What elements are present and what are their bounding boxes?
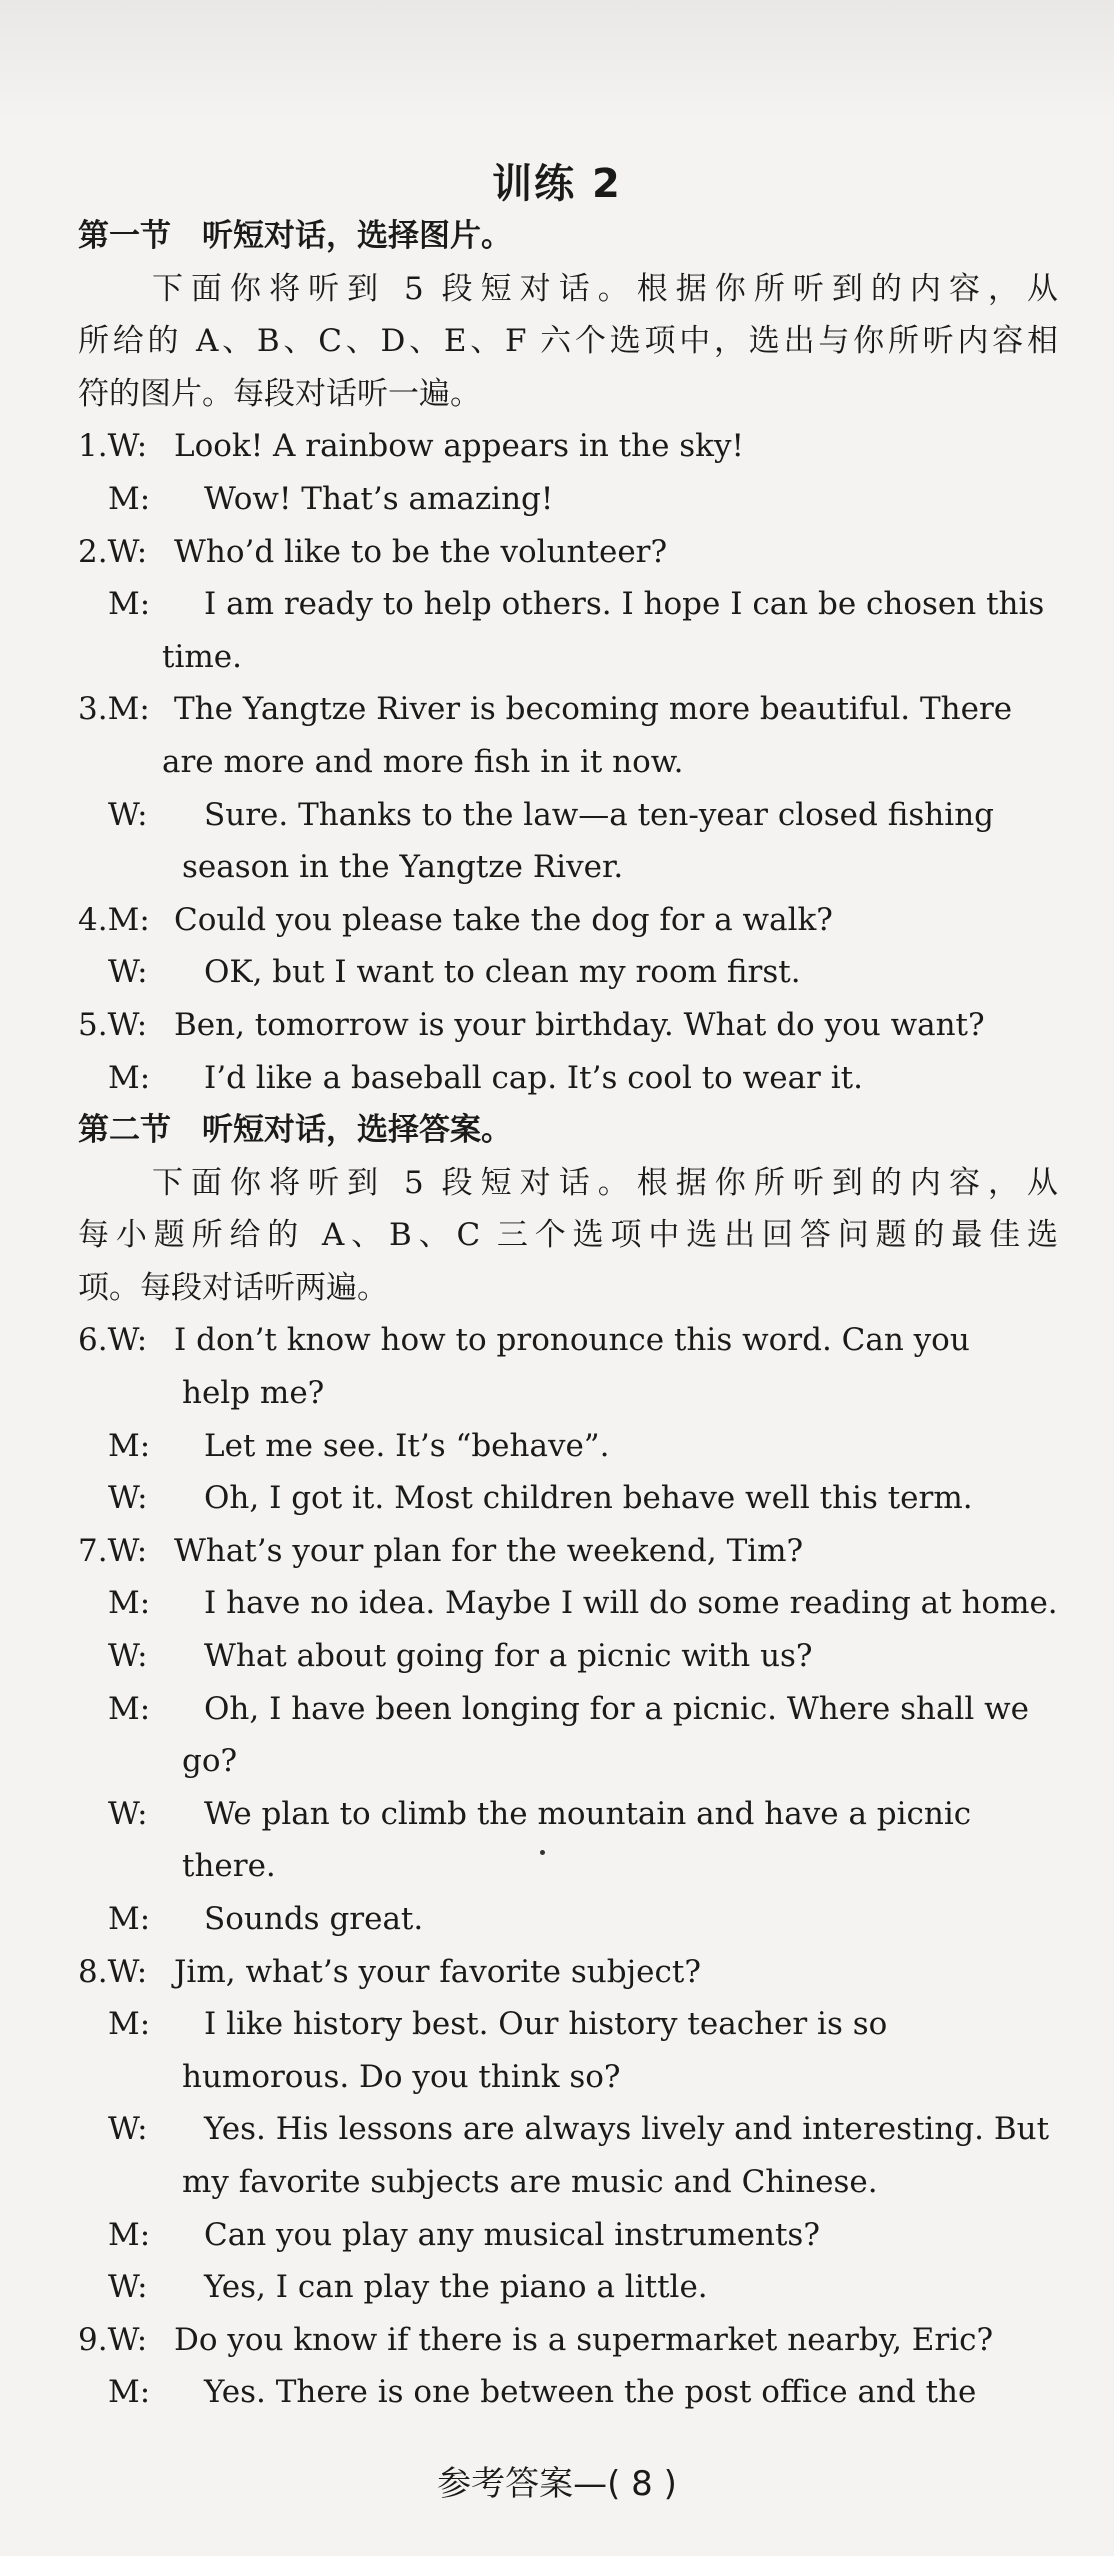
utterance: Who’d like to be the volunteer? — [174, 533, 668, 570]
speaker-label: 8.W: — [78, 1953, 148, 1990]
utterance: Ben, tomorrow is your birthday. What do you want? — [174, 1006, 985, 1043]
utterance-continuation: are more and more fish in it now. — [162, 743, 684, 780]
section-2-instruction-line: 项。每段对话听两遍。 — [78, 1269, 388, 1306]
speaker-label: M: — [108, 2006, 151, 2043]
utterance: Do you know if there is a supermarket nearby, Eric? — [174, 2321, 994, 2358]
scan-shadow — [0, 0, 1114, 120]
dialogue-line — [78, 683, 1058, 736]
speaker-label: M: — [108, 1690, 151, 1727]
speaker-label: M: — [108, 480, 151, 517]
speaker-label: 2.W: — [78, 533, 148, 570]
speaker-label: M: — [108, 1901, 151, 1937]
section-1-instruction-line: 所给的 A、B、C、D、E、F 六个选项中，选出与你所听内容相 — [78, 323, 1058, 360]
speaker-label: M: — [108, 1427, 151, 1464]
speaker-label: M: — [108, 2216, 151, 2253]
utterance: Yes. His lessons are always lively and interesting. But — [204, 2111, 1050, 2148]
speaker-label: W: — [108, 1480, 148, 1517]
utterance: Let me see. It’s “behave”. — [204, 1427, 610, 1464]
speaker-label: M: — [108, 2374, 151, 2411]
utterance: Yes. There is one between the post office and the — [204, 2374, 977, 2411]
utterance: Sure. Thanks to the law—a ten-year closed fishing — [204, 796, 995, 833]
speaker-label: 9.W: — [78, 2321, 148, 2358]
dialogue-line — [78, 2261, 1058, 2314]
speaker-label: W: — [108, 1638, 148, 1675]
utterance: I’d like a baseball cap. It’s cool to wear it. — [204, 1059, 863, 1096]
speaker-label: W: — [108, 2111, 148, 2148]
utterance: Jim, what’s your favorite subject? — [174, 1953, 701, 1990]
speaker-label: W: — [108, 1795, 148, 1832]
utterance: Sounds great. — [204, 1901, 424, 1937]
utterance: Could you please take the dog for a walk? — [174, 901, 833, 938]
section-1-heading: 第一节 听短对话，选择图片。 — [78, 218, 512, 254]
speaker-label: M: — [108, 1059, 151, 1096]
dialogue-line — [78, 1630, 1058, 1683]
ink-speck — [540, 1850, 545, 1855]
page-footer: 参考答案—( 8 ) — [437, 2464, 677, 2504]
dialogue-line — [78, 894, 1058, 947]
dialogue-line — [78, 789, 1058, 842]
utterance: The Yangtze River is becoming more beautiful. There — [174, 691, 1013, 728]
utterance-continuation: time. — [162, 638, 242, 675]
section-2-instruction-line: 每小题所给的 A、B、C 三个选项中选出回答问题的最佳选 — [78, 1217, 1058, 1254]
speaker-label: M: — [108, 1585, 151, 1622]
utterance: OK, but I want to clean my room first. — [204, 954, 801, 991]
dialogue-line — [78, 1683, 1058, 1736]
speaker-label: W: — [108, 796, 148, 833]
utterance: I am ready to help others. I hope I can be chosen this — [204, 586, 1045, 623]
section-2-heading: 第二节 听短对话，选择答案。 — [78, 1112, 512, 1149]
utterance: Wow! That’s amazing! — [204, 480, 554, 517]
utterance: Can you play any musical instruments? — [204, 2216, 820, 2253]
utterance: Oh, I have been longing for a picnic. Where shall we — [204, 1690, 1029, 1727]
speaker-label: M: — [108, 586, 151, 623]
dialogue-line — [78, 1893, 1058, 1946]
utterance-continuation: help me? — [182, 1375, 325, 1412]
utterance-continuation: season in the Yangtze River. — [182, 849, 624, 886]
dialogue-line — [78, 2103, 1058, 2156]
utterance: Yes, I can play the piano a little. — [204, 2269, 708, 2306]
utterance-continuation: there. — [182, 1848, 276, 1885]
dialogue-line — [78, 946, 1058, 999]
speaker-label: W: — [108, 2269, 148, 2306]
utterance: I have no idea. Maybe I will do some reading at home. — [204, 1585, 1058, 1622]
dialogue-line — [78, 2209, 1058, 2262]
utterance-continuation: humorous. Do you think so? — [182, 2058, 621, 2095]
dialogue-line — [78, 1420, 1058, 1473]
utterance: I like history best. Our history teacher is so — [204, 2006, 888, 2043]
dialogue-line — [78, 1788, 1058, 1841]
dialogue-line — [78, 1946, 1058, 1999]
speaker-label: 7.W: — [78, 1532, 148, 1569]
dialogue-line — [78, 1525, 1058, 1578]
speaker-label: 5.W: — [78, 1006, 148, 1043]
dialogue-line — [78, 420, 1058, 473]
section-1-instruction-line: 符的图片。每段对话听一遍。 — [78, 375, 481, 412]
speaker-label: 1.W: — [78, 428, 148, 465]
dialogue-line — [78, 1577, 1058, 1630]
dialogue-line — [78, 578, 1058, 631]
utterance: Oh, I got it. Most children behave well this term. — [204, 1480, 973, 1517]
dialogue-line — [78, 1314, 1058, 1367]
utterance: We plan to climb the mountain and have a picnic — [204, 1795, 972, 1832]
speaker-label: 3.M: — [78, 691, 150, 728]
dialogue-line — [78, 999, 1058, 1052]
dialogue-line — [78, 526, 1058, 579]
speaker-label: W: — [108, 954, 148, 991]
utterance: I don’t know how to pronounce this word. Can you — [174, 1322, 970, 1359]
dialogue-line — [78, 2366, 1058, 2419]
dialogue-line — [78, 2314, 1058, 2367]
utterance: What about going for a picnic with us? — [204, 1638, 813, 1675]
dialogue-line — [78, 473, 1058, 526]
dialogue-line — [78, 1998, 1058, 2051]
dialogue-line — [78, 1052, 1058, 1105]
speaker-label: 6.W: — [78, 1322, 148, 1359]
transcript — [78, 210, 1058, 2419]
dialogue-line — [78, 1472, 1058, 1525]
section-1-instruction-line: 下面你将听到 5 段短对话。根据你所听到的内容，从 — [152, 270, 1058, 307]
speaker-label: 4.M: — [78, 901, 150, 938]
page-title: 训练 2 — [492, 161, 622, 207]
utterance: What’s your plan for the weekend, Tim? — [174, 1532, 804, 1569]
utterance-continuation: go? — [182, 1743, 238, 1780]
utterance: Look! A rainbow appears in the sky! — [174, 428, 744, 465]
utterance-continuation: my favorite subjects are music and Chinese. — [182, 2163, 878, 2200]
section-2-instruction-line: 下面你将听到 5 段短对话。根据你所听到的内容，从 — [152, 1164, 1058, 1201]
